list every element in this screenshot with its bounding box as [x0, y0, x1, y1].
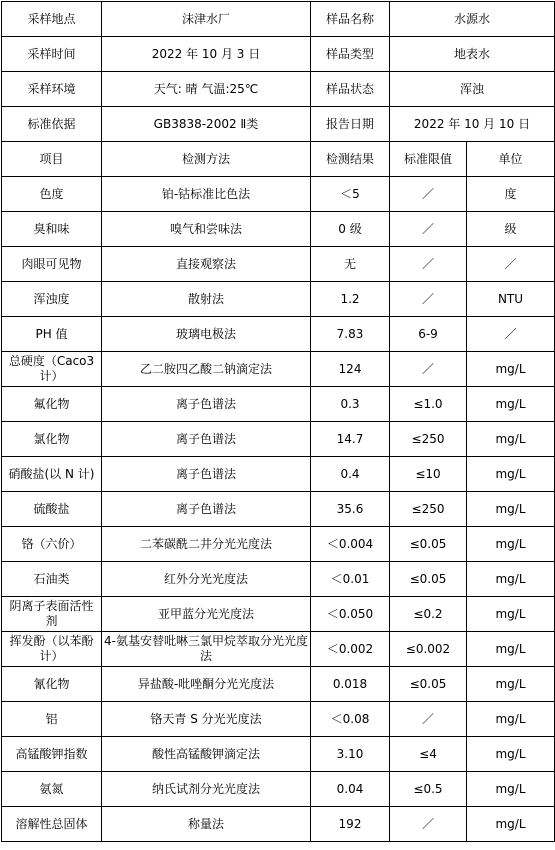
- header-row-sampling-site: [2, 2, 555, 37]
- cell-result: 0.4: [311, 457, 390, 492]
- cell-item: 高锰酸钾指数: [2, 737, 102, 772]
- table-row: [2, 177, 555, 212]
- cell-unit: mg/L: [467, 422, 555, 457]
- cell-unit: mg/L: [467, 632, 555, 667]
- table-row: [2, 737, 555, 772]
- cell-unit: mg/L: [467, 562, 555, 597]
- cell-result: 14.7: [311, 422, 390, 457]
- table-row: [2, 352, 555, 387]
- cell-result: ＜0.08: [311, 702, 390, 737]
- cell-item: 挥发酚（以苯酚计）: [2, 632, 102, 667]
- cell-limit: ≤250: [390, 422, 467, 457]
- cell-item: 臭和味: [2, 212, 102, 247]
- label-sample-type: 样品类型: [311, 37, 390, 72]
- label-sampling-time: 采样时间: [2, 37, 102, 72]
- cell-result: ＜0.050: [311, 597, 390, 632]
- table-row: [2, 317, 555, 352]
- cell-limit: ≤0.05: [390, 527, 467, 562]
- cell-unit: mg/L: [467, 737, 555, 772]
- value-standard: GB3838-2002 Ⅱ类: [102, 107, 311, 142]
- cell-item: 石油类: [2, 562, 102, 597]
- cell-result: 35.6: [311, 492, 390, 527]
- cell-limit: ≤250: [390, 492, 467, 527]
- column-header-limit: 标准限值: [390, 142, 467, 177]
- label-sample-state: 样品状态: [311, 72, 390, 107]
- cell-method: 纳氏试剂分光光度法: [102, 772, 311, 807]
- column-header-item: 项目: [2, 142, 102, 177]
- value-report-date: 2022 年 10 月 10 日: [390, 107, 555, 142]
- cell-item: 氨氮: [2, 772, 102, 807]
- table-row: [2, 282, 555, 317]
- cell-unit: mg/L: [467, 667, 555, 702]
- cell-result: ＜0.004: [311, 527, 390, 562]
- cell-method: 乙二胺四乙酸二钠滴定法: [102, 352, 311, 387]
- cell-limit: ≤0.002: [390, 632, 467, 667]
- cell-unit: ／: [467, 247, 555, 282]
- cell-item: 铝: [2, 702, 102, 737]
- cell-limit: ≤0.5: [390, 772, 467, 807]
- cell-unit: mg/L: [467, 772, 555, 807]
- cell-item: 阴离子表面活性剂: [2, 597, 102, 632]
- cell-result: 3.10: [311, 737, 390, 772]
- cell-result: ＜0.01: [311, 562, 390, 597]
- cell-limit: ≤4: [390, 737, 467, 772]
- cell-item: 溶解性总固体: [2, 807, 102, 842]
- cell-unit: mg/L: [467, 702, 555, 737]
- cell-item: 氟化物: [2, 387, 102, 422]
- cell-result: ＜0.002: [311, 632, 390, 667]
- cell-item: 铬（六价）: [2, 527, 102, 562]
- cell-result: 1.2: [311, 282, 390, 317]
- cell-unit: ／: [467, 317, 555, 352]
- cell-unit: NTU: [467, 282, 555, 317]
- header-row-sampling-environment: [2, 72, 555, 107]
- table-row: [2, 247, 555, 282]
- cell-method: 酸性高锰酸钾滴定法: [102, 737, 311, 772]
- label-report-date: 报告日期: [311, 107, 390, 142]
- table-row: [2, 387, 555, 422]
- cell-limit: ／: [390, 247, 467, 282]
- cell-limit: 6-9: [390, 317, 467, 352]
- table-row: [2, 702, 555, 737]
- cell-unit: 度: [467, 177, 555, 212]
- cell-method: 离子色谱法: [102, 387, 311, 422]
- table-row: [2, 667, 555, 702]
- header-row-sampling-time: [2, 37, 555, 72]
- cell-result: 7.83: [311, 317, 390, 352]
- column-header-unit: 单位: [467, 142, 555, 177]
- column-header-method: 检测方法: [102, 142, 311, 177]
- table-row: [2, 562, 555, 597]
- table-row: [2, 632, 555, 667]
- cell-limit: ／: [390, 352, 467, 387]
- cell-method: 离子色谱法: [102, 422, 311, 457]
- cell-method: 红外分光光度法: [102, 562, 311, 597]
- table-row: [2, 212, 555, 247]
- cell-method: 铂-钴标准比色法: [102, 177, 311, 212]
- cell-method: 离子色谱法: [102, 492, 311, 527]
- table-row: [2, 422, 555, 457]
- cell-method: 称量法: [102, 807, 311, 842]
- cell-item: 浑浊度: [2, 282, 102, 317]
- cell-unit: mg/L: [467, 527, 555, 562]
- header-row-standard: [2, 107, 555, 142]
- cell-unit: mg/L: [467, 807, 555, 842]
- cell-result: 0.018: [311, 667, 390, 702]
- cell-result: 无: [311, 247, 390, 282]
- cell-result: 0 级: [311, 212, 390, 247]
- cell-limit: ≤1.0: [390, 387, 467, 422]
- cell-item: 硝酸盐(以 N 计): [2, 457, 102, 492]
- cell-method: 异盐酸-吡唑酮分光光度法: [102, 667, 311, 702]
- cell-method: 铬天青 S 分光光度法: [102, 702, 311, 737]
- cell-method: 二苯碳酰二井分光光度法: [102, 527, 311, 562]
- column-header-row: [2, 142, 555, 177]
- table-row: [2, 492, 555, 527]
- value-sample-name: 水源水: [390, 2, 555, 37]
- cell-method: 4-氨基安替吡啉三氯甲烷萃取分光光度法: [102, 632, 311, 667]
- cell-result: 0.04: [311, 772, 390, 807]
- cell-method: 玻璃电极法: [102, 317, 311, 352]
- cell-unit: 级: [467, 212, 555, 247]
- cell-item: 硫酸盐: [2, 492, 102, 527]
- cell-item: 氯化物: [2, 422, 102, 457]
- value-sample-type: 地表水: [390, 37, 555, 72]
- value-sampling-site: 沫津水厂: [102, 2, 311, 37]
- cell-item: 肉眼可见物: [2, 247, 102, 282]
- column-header-result: 检测结果: [311, 142, 390, 177]
- cell-limit: ／: [390, 212, 467, 247]
- table-row: [2, 807, 555, 842]
- cell-limit: ／: [390, 807, 467, 842]
- label-sampling-site: 采样地点: [2, 2, 102, 37]
- cell-limit: ≤0.05: [390, 562, 467, 597]
- cell-item: 总硬度（Caco3 计）: [2, 352, 102, 387]
- cell-method: 直接观察法: [102, 247, 311, 282]
- cell-limit: ／: [390, 702, 467, 737]
- cell-item: 氰化物: [2, 667, 102, 702]
- label-sampling-environment: 采样环境: [2, 72, 102, 107]
- cell-result: 124: [311, 352, 390, 387]
- table-row: [2, 457, 555, 492]
- cell-limit: ≤0.2: [390, 597, 467, 632]
- cell-method: 散射法: [102, 282, 311, 317]
- cell-item: 色度: [2, 177, 102, 212]
- value-sampling-time: 2022 年 10 月 3 日: [102, 37, 311, 72]
- cell-result: ＜5: [311, 177, 390, 212]
- label-standard: 标准依据: [2, 107, 102, 142]
- cell-limit: ／: [390, 177, 467, 212]
- cell-item: PH 值: [2, 317, 102, 352]
- cell-unit: mg/L: [467, 457, 555, 492]
- value-sampling-environment: 天气: 晴 气温:25℃: [102, 72, 311, 107]
- cell-limit: ≤10: [390, 457, 467, 492]
- label-sample-name: 样品名称: [311, 2, 390, 37]
- value-sample-state: 浑浊: [390, 72, 555, 107]
- table-row: [2, 772, 555, 807]
- cell-unit: mg/L: [467, 492, 555, 527]
- cell-method: 亚甲蓝分光光度法: [102, 597, 311, 632]
- water-quality-report-table: [1, 1, 555, 842]
- cell-limit: ／: [390, 282, 467, 317]
- table-row: [2, 597, 555, 632]
- cell-unit: mg/L: [467, 387, 555, 422]
- cell-unit: mg/L: [467, 352, 555, 387]
- cell-method: 离子色谱法: [102, 457, 311, 492]
- cell-limit: ≤0.05: [390, 667, 467, 702]
- table-row: [2, 527, 555, 562]
- cell-method: 嗅气和尝味法: [102, 212, 311, 247]
- cell-unit: mg/L: [467, 597, 555, 632]
- cell-result: 0.3: [311, 387, 390, 422]
- cell-result: 192: [311, 807, 390, 842]
